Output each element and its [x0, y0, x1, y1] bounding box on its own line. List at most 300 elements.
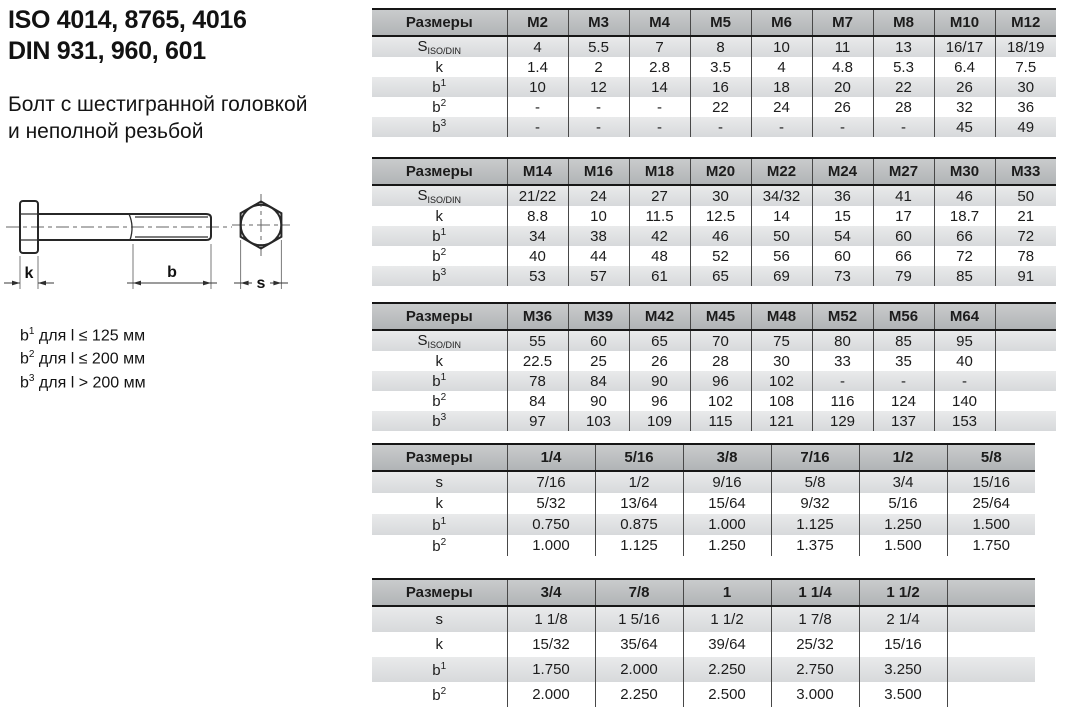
column-header: 1	[683, 579, 771, 606]
cell: 129	[812, 411, 873, 431]
row-label: $S_{ISO/DIN}$	[372, 185, 507, 206]
cell: 15/32	[507, 632, 595, 657]
arrowhead-icon	[241, 281, 249, 286]
cell: 96	[629, 391, 690, 411]
dimension-label-b: b	[167, 264, 177, 281]
cell: 4.8	[812, 57, 873, 77]
cell: 10	[507, 77, 568, 97]
column-header	[947, 579, 1035, 606]
cell: 66	[934, 226, 995, 246]
iso-standards-line: ISO 4014, 8765, 4016	[8, 6, 247, 34]
table-header-row	[372, 158, 1056, 185]
table-row	[372, 514, 1035, 535]
cell: 90	[568, 391, 629, 411]
cell: 153	[934, 411, 995, 431]
row-label: s	[372, 606, 507, 632]
cell: 2.250	[595, 682, 683, 707]
cell: -	[812, 117, 873, 137]
column-header: M4	[629, 9, 690, 36]
cell: 21	[995, 206, 1056, 226]
cell: 79	[873, 266, 934, 286]
cell: 3.5	[690, 57, 751, 77]
cell: 1 7/8	[771, 606, 859, 632]
cell: 8.8	[507, 206, 568, 226]
cell: 3.500	[859, 682, 947, 707]
thread-runout	[129, 214, 132, 240]
cell: 45	[934, 117, 995, 137]
cell: 0.750	[507, 514, 595, 535]
cell: 1.750	[947, 535, 1035, 556]
cell: -	[629, 97, 690, 117]
cell: 80	[812, 330, 873, 351]
table-corner-label: Размеры	[372, 158, 507, 185]
cell: 34	[507, 226, 568, 246]
cell: 22	[873, 77, 934, 97]
column-header: M3	[568, 9, 629, 36]
cell: 85	[873, 330, 934, 351]
cell: 1.375	[771, 535, 859, 556]
cell: 22	[690, 97, 751, 117]
table-row	[372, 117, 1056, 137]
description-line-1: Болт с шестигранной головкой	[8, 93, 308, 116]
product-description	[8, 91, 307, 145]
column-header: M14	[507, 158, 568, 185]
cell: 65	[629, 330, 690, 351]
table-corner-label: Размеры	[372, 444, 507, 471]
table-row	[372, 77, 1056, 97]
cell: 73	[812, 266, 873, 286]
cell: 30	[690, 185, 751, 206]
cell: 97	[507, 411, 568, 431]
cell: 12.5	[690, 206, 751, 226]
cell: 55	[507, 330, 568, 351]
column-header: M48	[751, 303, 812, 330]
cell: 3.250	[859, 657, 947, 682]
cell: 7.5	[995, 57, 1056, 77]
table-row	[372, 471, 1035, 493]
cell: 69	[751, 266, 812, 286]
cell	[995, 351, 1056, 371]
table-row	[372, 411, 1056, 431]
cell	[995, 411, 1056, 431]
column-header: 1/2	[859, 444, 947, 471]
cell: 9/32	[771, 493, 859, 514]
cell: 1.250	[683, 535, 771, 556]
column-header: M52	[812, 303, 873, 330]
cell: 50	[751, 226, 812, 246]
cell: 1.125	[595, 535, 683, 556]
cell: 15/16	[947, 471, 1035, 493]
row-label: s	[372, 471, 507, 493]
table-row	[372, 632, 1035, 657]
column-header: M6	[751, 9, 812, 36]
cell: 25/64	[947, 493, 1035, 514]
cell: 102	[690, 391, 751, 411]
cell: -	[812, 371, 873, 391]
row-label: $S_{ISO/DIN}$	[372, 330, 507, 351]
column-header: M27	[873, 158, 934, 185]
cell: 5.3	[873, 57, 934, 77]
row-label: $b^1$	[372, 514, 507, 535]
cell: 54	[812, 226, 873, 246]
cell: 2.750	[771, 657, 859, 682]
din-standards-line: DIN 931, 960, 601	[8, 37, 206, 65]
column-header: 1 1/4	[771, 579, 859, 606]
metric-table-m36-m64	[372, 302, 1056, 431]
cell: 16	[690, 77, 751, 97]
cell: 15	[812, 206, 873, 226]
cell	[995, 330, 1056, 351]
cell: 53	[507, 266, 568, 286]
cell: -	[629, 117, 690, 137]
table-row	[372, 351, 1056, 371]
cell: 95	[934, 330, 995, 351]
cell: 1.000	[507, 535, 595, 556]
cell: 11	[812, 36, 873, 57]
cell: 16/17	[934, 36, 995, 57]
cell: 1.750	[507, 657, 595, 682]
cell: 13	[873, 36, 934, 57]
inch-table-small	[372, 443, 1035, 556]
column-header: M30	[934, 158, 995, 185]
row-label: $b^2$	[432, 247, 447, 265]
cell: 15/16	[859, 632, 947, 657]
arrowhead-icon	[38, 281, 46, 286]
table-row	[372, 330, 1056, 351]
cell: 10	[568, 206, 629, 226]
cell: 85	[934, 266, 995, 286]
cell: 84	[568, 371, 629, 391]
cell: -	[873, 117, 934, 137]
column-header	[995, 303, 1056, 330]
cell	[947, 657, 1035, 682]
row-label: $b^3$	[372, 266, 507, 286]
table-row	[372, 682, 1035, 707]
cell: 46	[690, 226, 751, 246]
table-corner-label: Размеры	[372, 579, 507, 606]
cell: 32	[934, 97, 995, 117]
cell: 36	[995, 97, 1056, 117]
cell: 15/64	[683, 493, 771, 514]
cell: 1.500	[859, 535, 947, 556]
row-label: $b^3$	[372, 117, 507, 137]
cell: 57	[568, 266, 629, 286]
row-label: $b^2$	[432, 392, 447, 410]
row-label: k	[435, 495, 443, 512]
dimension-b	[127, 244, 217, 289]
cell: 103	[568, 411, 629, 431]
table-row	[372, 206, 1056, 226]
arrowhead-icon	[12, 281, 20, 286]
cell: 44	[568, 246, 629, 266]
cell: -	[751, 117, 812, 137]
cell: 1.4	[507, 57, 568, 77]
cell: 41	[873, 185, 934, 206]
column-header: 3/4	[507, 579, 595, 606]
cell: 2.8	[629, 57, 690, 77]
cell: 1 1/2	[683, 606, 771, 632]
cell: 109	[629, 411, 690, 431]
cell: 3.000	[771, 682, 859, 707]
cell: 72	[995, 226, 1056, 246]
cell: 5/16	[859, 493, 947, 514]
column-header: 1/4	[507, 444, 595, 471]
dimension-label-k: k	[24, 265, 34, 282]
cell: 60	[873, 226, 934, 246]
cell: 30	[751, 351, 812, 371]
metric-table-m14-m33	[372, 157, 1056, 286]
cell: 22.5	[507, 351, 568, 371]
cell: 52	[690, 246, 751, 266]
cell: 20	[812, 77, 873, 97]
cell: -	[934, 371, 995, 391]
cell: 11.5	[629, 206, 690, 226]
column-header: M22	[751, 158, 812, 185]
cell: 36	[812, 185, 873, 206]
column-header: M10	[934, 9, 995, 36]
table-header-row	[372, 303, 1056, 330]
column-header: M45	[690, 303, 751, 330]
cell	[947, 682, 1035, 707]
cell: 75	[751, 330, 812, 351]
row-label: $b^2$	[432, 536, 447, 555]
cell: 1.500	[947, 514, 1035, 535]
row-label: k	[435, 352, 443, 370]
cell: 140	[934, 391, 995, 411]
cell: 12	[568, 77, 629, 97]
metric-table-m2-m12	[372, 8, 1056, 137]
cell: 121	[751, 411, 812, 431]
column-header: 7/16	[771, 444, 859, 471]
cell: 27	[629, 185, 690, 206]
column-header: M36	[507, 303, 568, 330]
bolt-side-view	[6, 201, 232, 253]
row-label: k	[435, 207, 443, 225]
cell: 84	[507, 391, 568, 411]
column-header: M5	[690, 9, 751, 36]
row-label: k	[435, 636, 443, 653]
cell: -	[507, 117, 568, 137]
arrowhead-icon	[203, 281, 211, 286]
column-header: M20	[690, 158, 751, 185]
cell: 14	[751, 206, 812, 226]
arrowhead-icon	[273, 281, 281, 286]
cell: 7	[629, 36, 690, 57]
cell: 13/64	[595, 493, 683, 514]
cell: 70	[690, 330, 751, 351]
cell: 90	[629, 371, 690, 391]
cell: 60	[568, 330, 629, 351]
column-header: 7/8	[595, 579, 683, 606]
cell: 6.4	[934, 57, 995, 77]
table-row	[372, 226, 1056, 246]
cell: 2 1/4	[859, 606, 947, 632]
cell: 17	[873, 206, 934, 226]
dimension-k	[4, 256, 54, 289]
cell: 2.250	[683, 657, 771, 682]
cell	[947, 632, 1035, 657]
table-header-row	[372, 9, 1056, 36]
cell: 49	[995, 117, 1056, 137]
row-label: $b^1$	[372, 657, 507, 682]
cell: 5/8	[771, 471, 859, 493]
cell: 115	[690, 411, 751, 431]
cell: 61	[629, 266, 690, 286]
cell: 21/22	[507, 185, 568, 206]
row-label: $b^1$	[372, 371, 507, 391]
table-row	[372, 371, 1056, 391]
table-row	[372, 391, 1056, 411]
cell: 24	[568, 185, 629, 206]
cell	[947, 606, 1035, 632]
table-header-row	[372, 444, 1035, 471]
cell	[995, 371, 1056, 391]
cell: -	[568, 97, 629, 117]
table-row	[372, 97, 1056, 117]
cell: 96	[690, 371, 751, 391]
cell: 28	[873, 97, 934, 117]
cell: 2.500	[683, 682, 771, 707]
cell: 24	[751, 97, 812, 117]
cell: 78	[995, 246, 1056, 266]
cell: 2	[568, 57, 629, 77]
table-corner-label: Размеры	[372, 303, 507, 330]
cell: 35	[873, 351, 934, 371]
cell	[995, 391, 1056, 411]
cell: 91	[995, 266, 1056, 286]
cell: 40	[507, 246, 568, 266]
cell: 18/19	[995, 36, 1056, 57]
table-row	[372, 57, 1056, 77]
column-header: 3/8	[683, 444, 771, 471]
note-b1: $b^1$ для l ≤ 125 мм	[20, 326, 146, 345]
cell: 4	[751, 57, 812, 77]
cell: 33	[812, 351, 873, 371]
cell: 1.000	[683, 514, 771, 535]
column-header: 1 1/2	[859, 579, 947, 606]
column-header: M8	[873, 9, 934, 36]
column-header: M56	[873, 303, 934, 330]
cell: 1.125	[771, 514, 859, 535]
cell: 66	[873, 246, 934, 266]
cell: 26	[812, 97, 873, 117]
inch-table-large	[372, 578, 1035, 707]
table-row	[372, 246, 1056, 266]
cell: 72	[934, 246, 995, 266]
cell: 3/4	[859, 471, 947, 493]
cell: 38	[568, 226, 629, 246]
cell: 40	[934, 351, 995, 371]
column-header: M33	[995, 158, 1056, 185]
row-label: $b^3$	[372, 411, 507, 431]
table-row	[372, 606, 1035, 632]
cell: 137	[873, 411, 934, 431]
cell: 60	[812, 246, 873, 266]
row-label: $S_{ISO/DIN}$	[372, 36, 507, 57]
cell: 102	[751, 371, 812, 391]
cell: 5.5	[568, 36, 629, 57]
cell: 2.000	[507, 682, 595, 707]
cell: 1 5/16	[595, 606, 683, 632]
row-label: $b^1$	[372, 226, 507, 246]
column-header: M64	[934, 303, 995, 330]
row-label: k	[435, 58, 443, 76]
column-header: M2	[507, 9, 568, 36]
cell: 28	[690, 351, 751, 371]
column-header: M16	[568, 158, 629, 185]
cell: 25	[568, 351, 629, 371]
cell: 124	[873, 391, 934, 411]
note-b2: $b^2$ для l ≤ 200 мм	[20, 349, 146, 368]
cell: 78	[507, 371, 568, 391]
cell: 10	[751, 36, 812, 57]
cell: 18	[751, 77, 812, 97]
standards-title	[8, 5, 247, 67]
note-b3: $b^3$ для l > 200 мм	[20, 372, 146, 391]
description-line-2: и неполной резьбой	[8, 120, 204, 143]
table-row	[372, 535, 1035, 556]
cell: 26	[629, 351, 690, 371]
cell: 42	[629, 226, 690, 246]
cell: 9/16	[683, 471, 771, 493]
column-header: M12	[995, 9, 1056, 36]
cell: 39/64	[683, 632, 771, 657]
column-header: M18	[629, 158, 690, 185]
column-header: 5/8	[947, 444, 1035, 471]
arrowhead-icon	[133, 281, 141, 286]
cell: -	[507, 97, 568, 117]
cell: 35/64	[595, 632, 683, 657]
cell: 1/2	[595, 471, 683, 493]
cell: -	[873, 371, 934, 391]
column-header: M7	[812, 9, 873, 36]
table-row	[372, 493, 1035, 514]
row-label: $b^2$	[432, 98, 447, 116]
cell: 1.250	[859, 514, 947, 535]
cell: 1 1/8	[507, 606, 595, 632]
cell: 8	[690, 36, 751, 57]
dimension-label-s: s	[256, 275, 266, 292]
row-label: $b^2$	[432, 685, 447, 704]
cell: -	[568, 117, 629, 137]
column-header: 5/16	[595, 444, 683, 471]
cell: 18.7	[934, 206, 995, 226]
table-row	[372, 266, 1056, 286]
cell: 116	[812, 391, 873, 411]
cell: 7/16	[507, 471, 595, 493]
table-row	[372, 185, 1056, 206]
cell: 50	[995, 185, 1056, 206]
cell: 48	[629, 246, 690, 266]
column-header: M42	[629, 303, 690, 330]
cell: 56	[751, 246, 812, 266]
cell: 34/32	[751, 185, 812, 206]
cell: -	[690, 117, 751, 137]
table-row	[372, 36, 1056, 57]
cell: 108	[751, 391, 812, 411]
cell: 14	[629, 77, 690, 97]
table-corner-label: Размеры	[372, 9, 507, 36]
cell: 4	[507, 36, 568, 57]
bolt-technical-drawing	[0, 183, 365, 323]
table-header-row	[372, 579, 1035, 606]
thread-length-notes	[20, 322, 146, 392]
column-header: M24	[812, 158, 873, 185]
cell: 2.000	[595, 657, 683, 682]
cell: 30	[995, 77, 1056, 97]
cell: 5/32	[507, 493, 595, 514]
cell: 25/32	[771, 632, 859, 657]
